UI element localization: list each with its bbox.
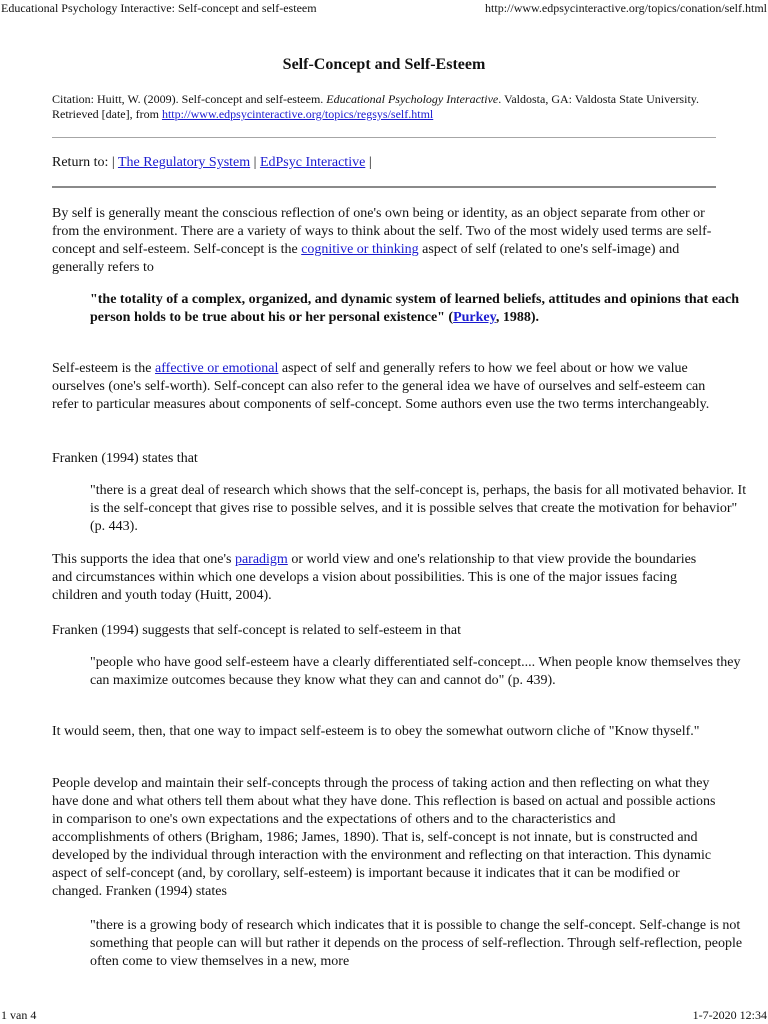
- return-to-nav: [52, 154, 372, 172]
- paragraph-1: [52, 205, 716, 277]
- citation-link[interactable]: http://www.edpsycinteractive.org/topics/regsys/self.html: [161, 107, 434, 121]
- citation-suffix: . Valdosta, GA: Valdosta State University. Retrieved [date], from: [52, 92, 699, 121]
- quote-text: "there is a growing body of research which indicates that it is possible to change the self-concept. Self-change is not something that people can will but rather it depends on the process of self-reflection. Through self-reflection, people often come to view themselves in a new, more: [90, 918, 743, 969]
- quote-text: "there is a great deal of research which shows that the self-concept is, perhaps, the basis for all motivated behavior. It is the self-concept that gives rise to possible selves, and it is possible selves that create the motivation for behavior" (p. 443).: [90, 483, 747, 534]
- citation-source: Educational Psychology Interactive: [326, 92, 499, 106]
- link-purkey[interactable]: Purkey: [453, 310, 496, 325]
- quote-text: "the totality of a complex, organized, and dynamic system of learned beliefs, attitudes and opinions that each person holds to be true about his or her personal existence" (: [90, 292, 740, 325]
- divider-bottom: [52, 186, 716, 188]
- link-regulatory-system[interactable]: The Regulatory System: [117, 155, 251, 170]
- paragraph-text: People develop and maintain their self-concepts through the process of taking action and then reflecting on what they have done and what others tell them about what they have done. This reflection is based on actual and possible actions in comparison to one's own expectations and the expectations of others and to the characteristics and accomplishments of others (Brigham, 1986; James, 1890). That is, self-concept is not innate, but is constructed and developed by the individual through interaction with the environment and reflecting on that interaction. This dynamic aspect of self-concept (and, by corollary, self-esteem) is important because it indicates that it can be modified or changed. Franken (1994) states: [52, 776, 716, 899]
- link-cognitive-or-thinking[interactable]: cognitive or thinking: [301, 242, 419, 257]
- return-to-separator: |: [250, 155, 260, 170]
- citation-prefix: Citation: Huitt, W. (2009). Self-concept and self-esteem.: [52, 92, 327, 106]
- paragraph-text: It would seem, then, that one way to impact self-esteem is to obey the somewhat outworn cliche of "Know thyself.": [52, 724, 700, 739]
- paragraph-text: aspect of self (related to one's self-image) and generally refers to: [52, 242, 680, 275]
- paragraph-text: Franken (1994) suggests that self-concept is related to self-esteem in that: [52, 623, 461, 638]
- paragraph-5: [52, 622, 716, 640]
- quote-purkey: [52, 291, 762, 327]
- paragraph-4: [52, 551, 716, 605]
- paragraph-text: This supports the idea that one's: [52, 552, 235, 567]
- quote-text: , 1988).: [495, 310, 540, 325]
- paragraph-text: Self-esteem is the: [52, 361, 156, 376]
- link-edpsyc-interactive[interactable]: EdPsyc Interactive: [259, 155, 366, 170]
- link-affective-or-emotional[interactable]: affective or emotional: [155, 361, 279, 376]
- quote-franken-2: [52, 654, 762, 690]
- print-footer-page: 1 van 4: [1, 1008, 37, 1022]
- paragraph-text: Franken (1994) states that: [52, 451, 198, 466]
- paragraph-3: [52, 450, 716, 468]
- page-title: Self-Concept and Self-Esteem: [282, 56, 486, 73]
- citation: [52, 92, 716, 122]
- quote-franken-1: [52, 482, 762, 536]
- paragraph-text: By self is generally meant the conscious reflection of one's own being or identity, as an object separate from other or from the environment. There are a variety of ways to think about the self. Two of the most widely used terms are self-concept and self-esteem. Self-concept is the: [52, 206, 712, 257]
- quote-franken-3: [52, 917, 762, 971]
- divider-top: [52, 137, 716, 138]
- print-header-url: http://www.edpsycinteractive.org/topics/conation/self.html: [485, 1, 767, 15]
- quote-text: "people who have good self-esteem have a clearly differentiated self-concept.... When people know themselves they can maximize outcomes because they know what they can and cannot do" (p. 439).: [90, 655, 741, 688]
- print-footer-datetime: 1-7-2020 12:34: [692, 1008, 767, 1022]
- print-header-title: Educational Psychology Interactive: Self-concept and self-esteem: [1, 1, 317, 15]
- paragraph-6: [52, 723, 716, 741]
- paragraph-7: [52, 775, 716, 901]
- link-paradigm[interactable]: paradigm: [234, 552, 288, 567]
- return-to-end: |: [365, 155, 372, 170]
- paragraph-text: aspect of self and generally refers to how we feel about or how we value ourselves (one's self-worth). Self-concept can also refer to the general idea we have of ourselves and self-esteem can refer to particular measures about components of self-concept. Some authors even use the two terms interchangeably.: [52, 361, 710, 412]
- paragraph-2: [52, 360, 716, 414]
- return-to-label: Return to: |: [52, 155, 118, 170]
- print-footer: [0, 1008, 768, 1022]
- paragraph-text: or world view and one's relationship to that view provide the boundaries and circumstances within which one develops a vision about possibilities. This is one of the major issues facing children and youth today (Huitt, 2004).: [52, 552, 697, 603]
- print-header: [0, 1, 768, 15]
